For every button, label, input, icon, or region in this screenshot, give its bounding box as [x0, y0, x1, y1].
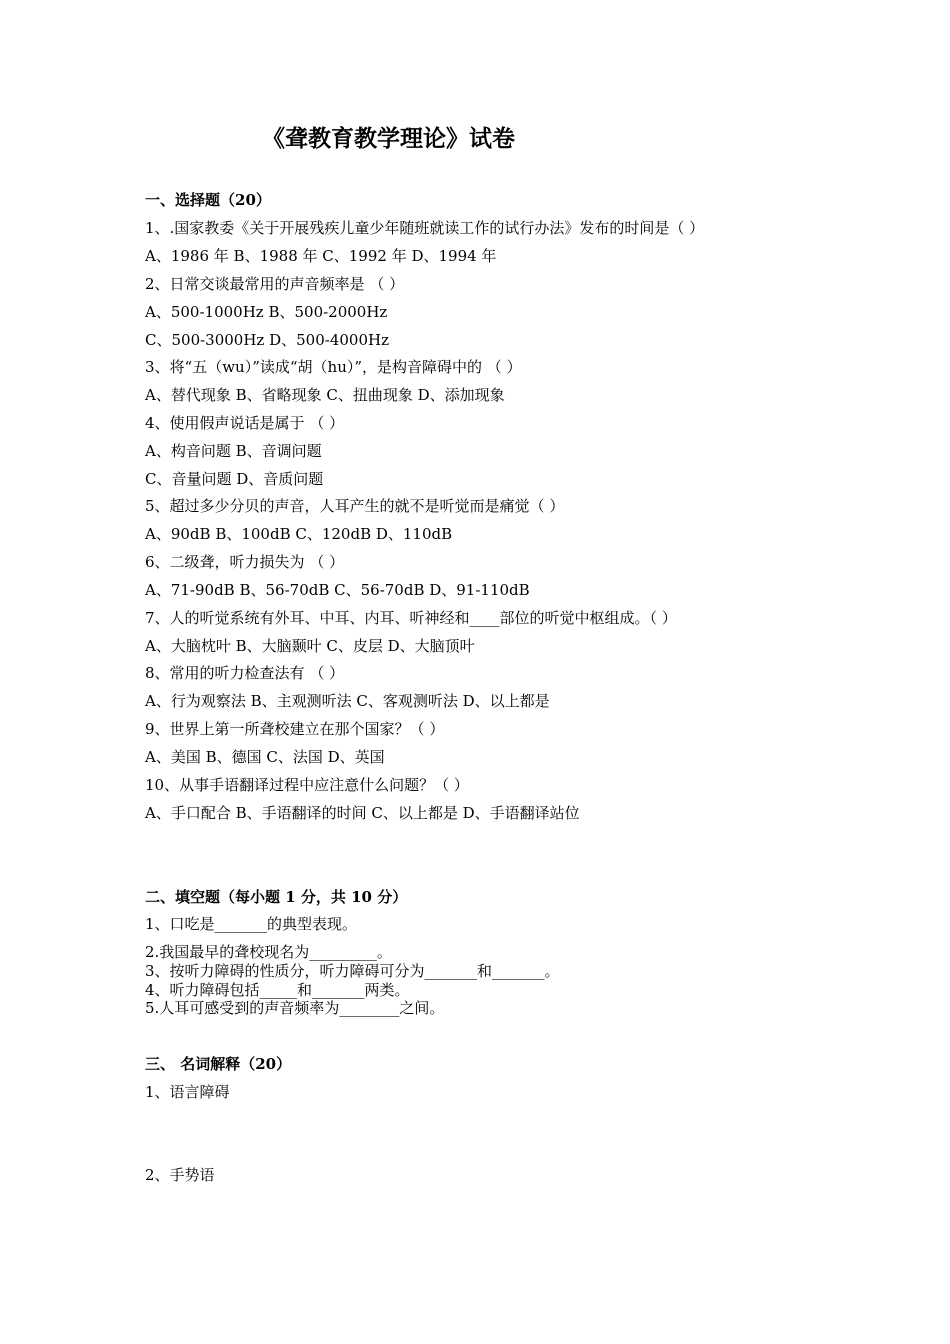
section1-line: 6、二级聋，听力损失为 （ ） [145, 553, 345, 571]
section3-item: 1、语言障碍 [145, 1083, 230, 1101]
section2-line: 3、按听力障碍的性质分，听力障碍可分为_______和_______。 [145, 962, 560, 980]
section1-line: A、替代现象 B、省略现象 C、扭曲现象 D、添加现象 [145, 386, 505, 404]
section1-line: 1、.国家教委《关于开展残疾儿童少年随班就读工作的试行办法》发布的时间是（ ） [145, 219, 705, 237]
section1-line: A、500-1000Hz B、500-2000Hz [145, 303, 388, 321]
section1-line: A、手口配合 B、手语翻译的时间 C、以上都是 D、手语翻译站位 [145, 804, 580, 822]
section2-line: 4、听力障碍包括_____和_______两类。 [145, 981, 410, 999]
section1-line: A、1986 年 B、1988 年 C、1992 年 D、1994 年 [145, 247, 497, 265]
section1-line: C、音量问题 D、音质问题 [145, 470, 324, 488]
section1-line: 9、世界上第一所聋校建立在那个国家？（ ） [145, 720, 445, 738]
exam-title: 《聋教育教学理论》试卷 [262, 125, 515, 152]
section2-line: 1、口吃是_______的典型表现。 [145, 915, 358, 933]
section1-line: 4、使用假声说话是属于 （ ） [145, 414, 345, 432]
section1-line: A、90dB B、100dB C、120dB D、110dB [145, 525, 453, 543]
section1-line: A、美国 B、德国 C、法国 D、英国 [145, 748, 385, 766]
section3-heading: 三、 名词解释（20） [145, 1055, 292, 1073]
section2-line: 2.我国最早的聋校现名为_________。 [145, 943, 392, 961]
section1-line: C、500-3000Hz D、500-4000Hz [145, 331, 389, 349]
section1-line: A、行为观察法 B、主观测听法 C、客观测听法 D、以上都是 [145, 692, 550, 710]
section1-line: 7、人的听觉系统有外耳、中耳、内耳、听神经和____部位的听觉中枢组成。（ ） [145, 609, 677, 627]
section1-line: A、构音问题 B、音调问题 [145, 442, 322, 460]
section1-line: 2、日常交谈最常用的声音频率是 （ ） [145, 275, 405, 293]
section1-line: A、71-90dB B、56-70dB C、56-70dB D、91-110dB [145, 581, 530, 599]
section3-item: 2、手势语 [145, 1166, 215, 1184]
section1-line: A、大脑枕叶 B、大脑颞叶 C、皮层 D、大脑顶叶 [145, 637, 475, 655]
section1-line: 3、将“五（wu）”读成“胡（hu）”，是构音障碍中的 （ ） [145, 358, 522, 376]
section1-heading: 一、选择题（20） [145, 191, 271, 209]
section2-heading: 二、填空题（每小题 1 分，共 10 分） [145, 888, 408, 906]
section1-line: 8、常用的听力检查法有 （ ） [145, 664, 345, 682]
section2-line: 5.人耳可感受到的声音频率为________之间。 [145, 999, 445, 1017]
section1-line: 10、从事手语翻译过程中应注意什么问题？（ ） [145, 776, 469, 794]
section1-line: 5、超过多少分贝的声音，人耳产生的就不是听觉而是痛觉（ ） [145, 497, 565, 515]
